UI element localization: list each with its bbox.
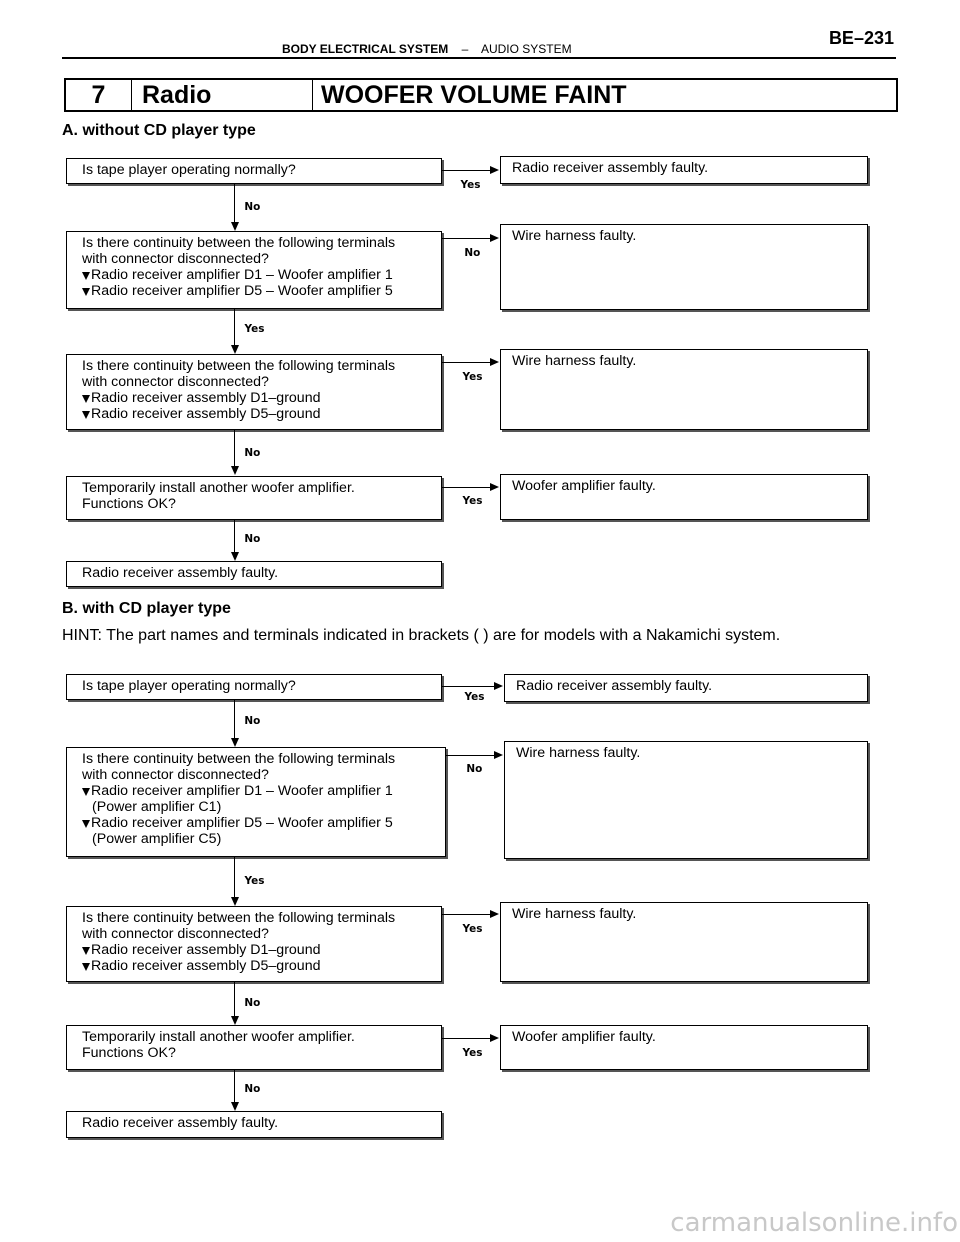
b-connector-head-3	[231, 1016, 239, 1025]
b-arrowhead-3	[490, 910, 499, 918]
a-yes-label-2: Yes	[244, 322, 265, 335]
a-end-result: Radio receiver assembly faulty.	[66, 561, 442, 587]
b-arrowhead-1	[494, 682, 503, 690]
running-header	[282, 42, 572, 56]
b-connector-2	[234, 857, 235, 897]
part-name: Radio	[132, 80, 313, 110]
b-yes-label-1: Yes	[464, 690, 485, 703]
b-connector-3	[234, 982, 235, 1016]
a-connector-2	[234, 309, 235, 345]
a-arrowhead-3	[490, 358, 499, 366]
b-question-2: Is there continuity between the following terminals with connector disconnected? Radio receiver amplifier D1 – Woofer amplifier 1 (Power amplifier C1) Radio receiver amplifier D5 – Woofer amplifier 5 (Power amplifier C5)	[66, 747, 446, 857]
bullet-icon	[82, 272, 90, 280]
a-result-1: Radio receiver assembly faulty.	[500, 156, 868, 184]
hint-text: HINT: The part names and terminals indicated in brackets ( ) are for models with a Nakamichi system.	[62, 627, 781, 644]
b-no-label-4: No	[244, 1082, 261, 1095]
step-number: 7	[66, 80, 132, 110]
a-connector-head-4	[231, 552, 239, 561]
symptom-name: WOOFER VOLUME FAINT	[321, 80, 627, 109]
a-connector-1	[234, 184, 235, 222]
b-connector-1	[234, 700, 235, 738]
a-arrow-1	[442, 170, 490, 171]
b-no-label-1: No	[244, 714, 261, 727]
b-arrow-1	[442, 686, 494, 687]
b-result-1: Radio receiver assembly faulty.	[504, 674, 868, 702]
b-connector-head-2	[231, 897, 239, 906]
a-no-label-4: No	[244, 532, 261, 545]
a-question-1: Is tape player operating normally?	[66, 158, 442, 184]
a-connector-head-2	[231, 345, 239, 354]
b-arrowhead-4	[490, 1034, 499, 1042]
header-section: BODY ELECTRICAL SYSTEM	[282, 42, 449, 56]
b-question-1: Is tape player operating normally?	[66, 674, 442, 700]
a-yes-label-4: Yes	[462, 494, 483, 507]
b-question-4: Temporarily install another woofer amplifier. Functions OK?	[66, 1025, 442, 1070]
b-connector-4	[234, 1070, 235, 1102]
b-arrow-4	[442, 1038, 490, 1039]
b-result-2: Wire harness faulty.	[504, 741, 868, 859]
a-no-label-1: No	[244, 200, 261, 213]
a-connector-3	[234, 430, 235, 466]
b-arrow-2	[446, 755, 494, 756]
a-arrow-4	[442, 487, 490, 488]
bullet-icon	[82, 820, 90, 828]
b-no-label-3: No	[244, 996, 261, 1009]
bullet-icon	[82, 411, 90, 419]
a-result-4: Woofer amplifier faulty.	[500, 474, 868, 520]
section-a-heading: A. without CD player type	[62, 122, 256, 139]
bullet-icon	[82, 395, 90, 403]
b-connector-head-1	[231, 738, 239, 747]
a-question-4: Temporarily install another woofer amplifier. Functions OK?	[66, 476, 442, 520]
b-no-label-2: No	[466, 762, 483, 775]
a-yes-label-3: Yes	[462, 370, 483, 383]
bullet-icon	[82, 963, 90, 971]
a-connector-4	[234, 520, 235, 552]
b-question-3: Is there continuity between the following terminals with connector disconnected? Radio receiver assembly D1–ground Radio receiver assembly D5–ground	[66, 906, 442, 982]
a-question-3: Is there continuity between the following terminals with connector disconnected? Radio receiver assembly D1–ground Radio receiver assembly D5–ground	[66, 354, 442, 430]
b-connector-head-4	[231, 1102, 239, 1111]
header-rule	[62, 57, 896, 59]
a-yes-label-1: Yes	[460, 178, 481, 191]
b-end-result: Radio receiver assembly faulty.	[66, 1111, 442, 1138]
b-yes-label-2: Yes	[244, 874, 265, 887]
a-connector-head-1	[231, 222, 239, 231]
bullet-icon	[82, 947, 90, 955]
b-yes-label-4: Yes	[462, 1046, 483, 1059]
watermark: carmanualsonline.info	[670, 1208, 958, 1238]
symptom-title-bar	[64, 78, 898, 112]
a-arrow-2	[442, 238, 490, 239]
a-connector-head-3	[231, 466, 239, 475]
a-arrow-3	[442, 362, 490, 363]
a-result-2: Wire harness faulty.	[500, 224, 868, 310]
b-result-4: Woofer amplifier faulty.	[500, 1025, 868, 1070]
page-number: BE–231	[828, 28, 894, 48]
bullet-icon	[82, 288, 90, 296]
b-arrowhead-2	[494, 751, 503, 759]
a-arrowhead-4	[490, 483, 499, 491]
b-arrow-3	[442, 914, 490, 915]
bullet-icon	[82, 788, 90, 796]
a-no-label-3: No	[244, 446, 261, 459]
a-no-label-2: No	[464, 246, 481, 259]
header-subsection: AUDIO SYSTEM	[480, 42, 572, 56]
b-yes-label-3: Yes	[462, 922, 483, 935]
a-result-3: Wire harness faulty.	[500, 349, 868, 430]
header-separator: –	[461, 42, 469, 56]
a-arrowhead-2	[490, 234, 499, 242]
b-result-3: Wire harness faulty.	[500, 902, 868, 982]
section-b-heading: B. with CD player type	[62, 600, 231, 617]
a-arrowhead-1	[490, 166, 499, 174]
a-question-2: Is there continuity between the following terminals with connector disconnected? Radio receiver amplifier D1 – Woofer amplifier 1 Radio receiver amplifier D5 – Woofer amplifier 5	[66, 231, 442, 309]
